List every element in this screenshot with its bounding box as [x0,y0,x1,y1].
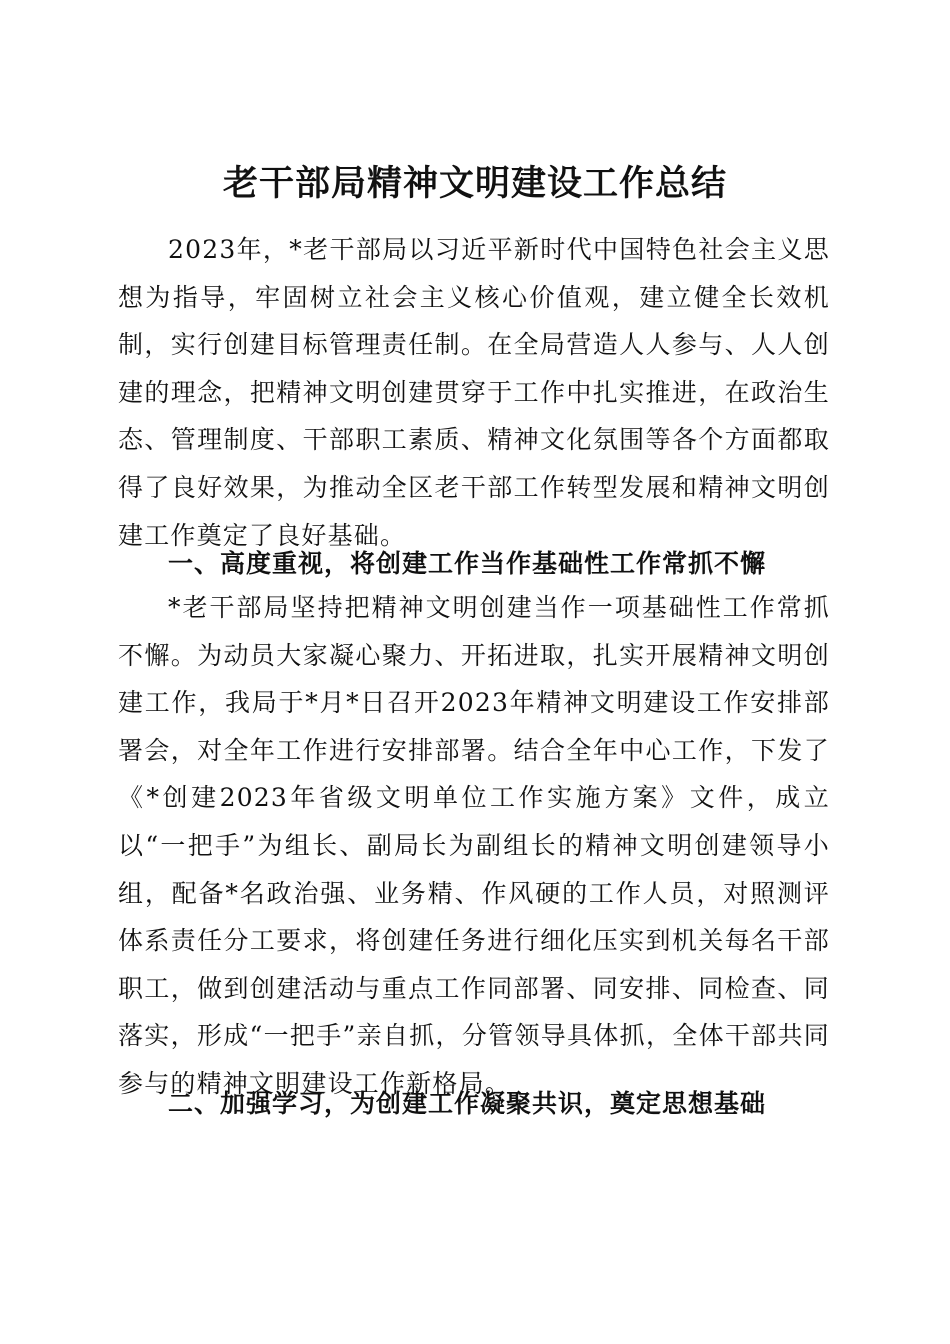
section-1-paragraph: *老干部局坚持把精神文明创建当作一项基础性工作常抓不懈。为动员大家凝心聚力、开拓进取，扎实开展精神文明创建工作，我局于*月*日召开2023年精神文明建设工作安排部署会，对全年工作进行安排部署。结合全年中心工作，下发了《*创建2023年省级文明单位工作实施方案》文件，成立以“一把手”为组长、副局长为副组长的精神文明创建领导小组，配备*名政治强、业务精、作风硬的工作人员，对照测评体系责任分工要求，将创建任务进行细化压实到机关每名干部职工，做到创建活动与重点工作同部署、同安排、同检查、同落实，形成“一把手”亲自抓，分管领导具体抓，全体干部共同参与的精神文明建设工作新格局。 [118,593,830,1098]
document-title: 老干部局精神文明建设工作总结 [222,163,727,205]
intro-paragraph: 2023年，*老干部局以习近平新时代中国特色社会主义思想为指导，牢固树立社会主义核心价值观，建立健全长效机制，实行创建目标管理责任制。在全局营造人人参与、人人创建的理念，把精神文明创建贯穿于工作中扎实推进，在政治生态、管理制度、干部职工素质、精神文化氛围等各个方面都取得了良好效果，为推动全区老干部工作转型发展和精神文明创建工作奠定了良好基础。 [118,235,830,550]
section-heading-1: 一、高度重视，将创建工作当作基础性工作常抓不懈 [168,549,767,578]
section-heading-2: 二、加强学习，为创建工作凝聚共识，奠定思想基础 [168,1089,767,1118]
